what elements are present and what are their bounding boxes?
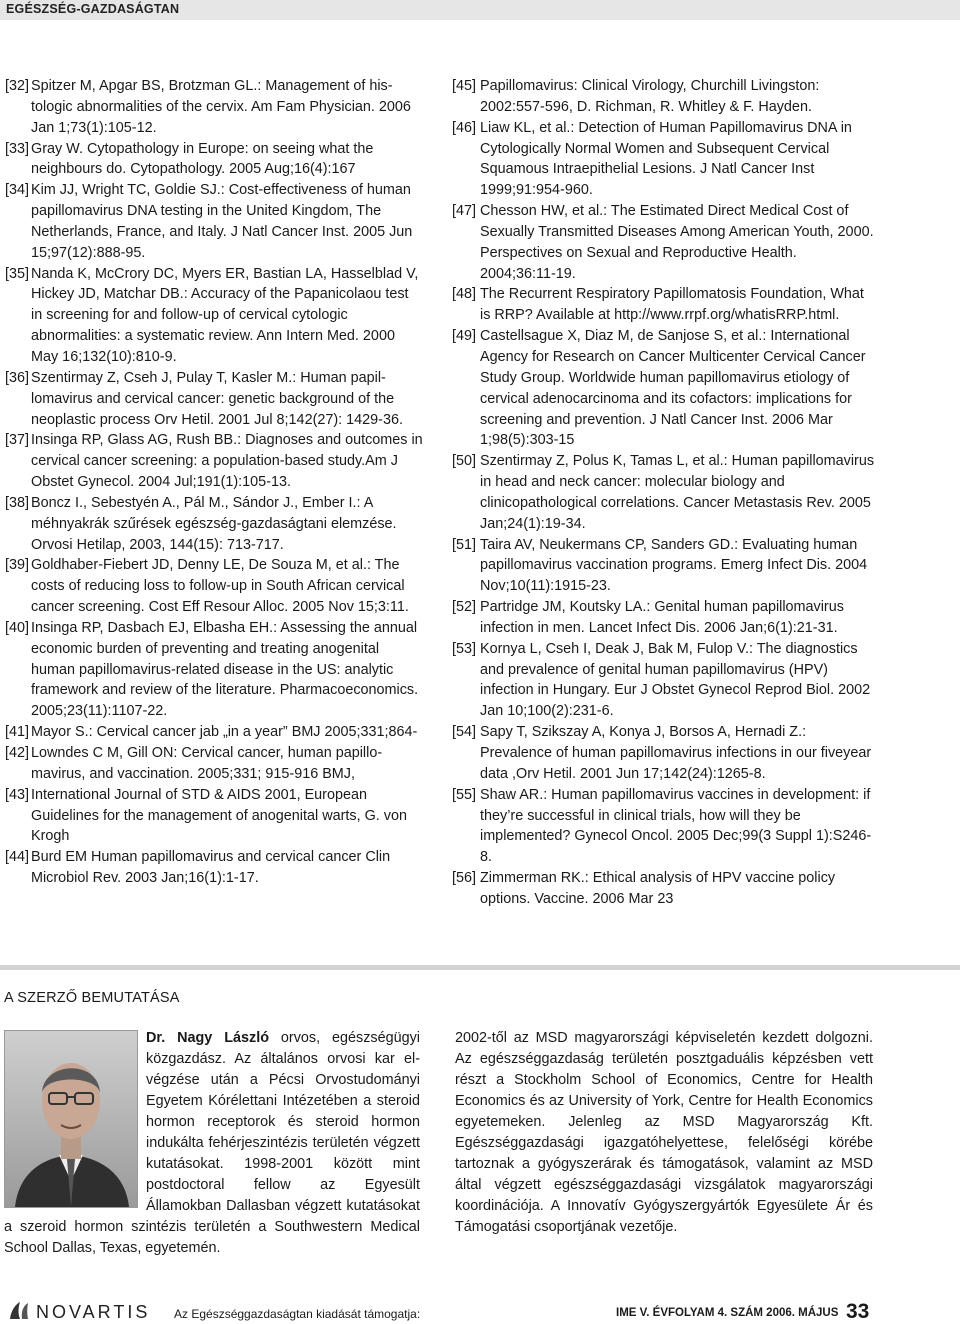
reference-item — [5, 430, 423, 493]
reference-item — [452, 451, 876, 534]
reference-number: [41] — [5, 724, 30, 741]
reference-text: Goldhaber-Fiebert JD, Denny LE, De Souza M, et al.: The costs of reducing loss to follow-up in South African cervical cancer screening. Cost Eff Resour Alloc. 2005 Nov 15;3:11. — [31, 557, 409, 616]
reference-item — [5, 368, 423, 431]
reference-number: [37] — [5, 432, 30, 449]
reference-number: [43] — [5, 786, 30, 803]
reference-text: Insinga RP, Glass AG, Rush BB.: Diagnoses and outcomes in cervical cancer screening: a population-based study.Am J Obstet Gynecol. 2004 Jul;191(1):105-13. — [31, 432, 423, 491]
reference-item — [452, 597, 876, 639]
reference-number: [42] — [5, 745, 30, 761]
reference-item — [452, 326, 876, 451]
reference-text: Burd EM Human papillomavirus and cervical cancer Clin Microbiol Rev. 2003 Jan;16(1):1-17. — [31, 849, 391, 887]
author-bio-left — [4, 1028, 420, 1259]
reference-item — [452, 201, 876, 284]
issue-info: IME V. ÉVFOLYAM 4. SZÁM 2006. MÁJUS — [616, 1307, 839, 1319]
reference-number: [52] — [452, 599, 477, 616]
reference-number: [44] — [5, 849, 30, 866]
reference-item — [5, 180, 423, 263]
reference-text: Sapy T, Szikszay A, Konya J, Borsos A, Hernadi Z.: Prevalence of human papillomavirus infections in our fiveyear data ,Orv Hetil. 2001 Jun 17;142(24):1265-8. — [480, 724, 872, 782]
reference-text: Papillomavirus: Clinical Virology, Churchill Livingston: 2002:557-596, D. Richman, R. Whitley & F. Hayden. — [480, 78, 820, 115]
reference-item — [5, 743, 423, 785]
reference-number: [49] — [452, 328, 477, 345]
reference-item — [452, 76, 876, 118]
author-section-title: A SZERZŐ BEMUTATÁSA — [4, 990, 180, 1006]
reference-item — [5, 618, 423, 722]
reference-text: Taira AV, Neukermans CP, Sanders GD.: Evaluating human papillomavirus vaccination programs. Emerg Infect Dis. 2004 Nov;10(11):1915-23. — [480, 536, 868, 595]
reference-number: [36] — [5, 369, 30, 386]
reference-item — [452, 785, 876, 868]
reference-number: [35] — [5, 265, 30, 282]
reference-list-left — [5, 76, 423, 889]
reference-text: Insinga RP, Dasbach EJ, Elbasha EH.: Assessing the annual economic burden of preventing and treating anogenital human papillomavirus-related disease in the US: analytic framework and review of the literature. Pharmacoeconomics. 2005;23(11):1107-22. — [31, 619, 419, 720]
reference-number: [55] — [452, 786, 477, 803]
reference-number: [50] — [452, 453, 477, 470]
reference-text: Mayor S.: Cervical cancer jab „in a year” BMJ 2005;331;864- — [31, 724, 418, 741]
reference-number: [54] — [452, 724, 477, 741]
reference-text: Lowndes C M, Gill ON: Cervical cancer, human papillomavirus, and vaccination. 2005;331; 915-916 BMJ, — [31, 745, 383, 782]
reference-item — [452, 868, 876, 910]
reference-item — [452, 118, 876, 201]
reference-number: [48] — [452, 286, 477, 303]
reference-number: [45] — [452, 78, 477, 94]
reference-text: Kim JJ, Wright TC, Goldie SJ.: Cost-effectiveness of human papillomavirus DNA testing in the United Kingdom, The Netherlands, France, and Italy. J Natl Cancer Inst. 2005 Jun 15;97(12):888-95. — [31, 182, 413, 261]
reference-text: Shaw AR.: Human papillomavirus vaccines in development: if they’re successful in clinical trials, how will they be implemented? Gynecol Oncol. 2005 Dec;99(3 Suppl 1):S246-8. — [480, 786, 872, 866]
reference-number: [33] — [5, 140, 30, 157]
reference-item — [452, 284, 876, 326]
reference-number: [51] — [452, 536, 477, 553]
reference-text: Spitzer M, Apgar BS, Brotzman GL.: Management of histologic abnormalities of the cervix. Am Fam Physician. 2006 Jan 1;73(1):105-12. — [31, 78, 411, 136]
reference-item — [452, 722, 876, 785]
section-header-title: EGÉSZSÉG-GAZDASÁGTAN — [6, 2, 180, 16]
author-name: Dr. Nagy László — [146, 1030, 269, 1046]
novartis-logo — [8, 1300, 168, 1322]
page-number: 33 — [846, 1300, 870, 1323]
reference-item — [5, 722, 423, 743]
reference-text: International Journal of STD & AIDS 2001, European Guidelines for the management of anogenital warts, G. von Krogh — [31, 786, 407, 845]
reference-item — [5, 76, 423, 139]
section-divider — [0, 965, 960, 970]
reference-text: Kornya L, Cseh I, Deak J, Bak M, Fulop V.: The diagnostics and prevalence of genital human papillomavirus (HPV) infection in Hungary. Eur J Obstet Gynecol Reprod Biol. 2002 Jan 10;100(2):231-6. — [480, 640, 871, 720]
reference-text: The Recurrent Respiratory Papillomatosis Foundation, What is RRP? Available at http://www.rrpf.org/whatisRRP.html. — [480, 286, 864, 324]
reference-number: [53] — [452, 640, 477, 657]
reference-text: Partridge JM, Koutsky LA.: Genital human papillomavirus infection in men. Lancet Infect Dis. 2006 Jan;6(1):21-31. — [480, 599, 844, 636]
reference-text: Szentirmay Z, Polus K, Tamas L, et al.: Human papillomavirus in head and neck cancer: molecular biology and clinicopathological correlations. Cancer Metastasis Rev. 2005 Jan;24(1):19-34. — [480, 453, 875, 532]
reference-text: Chesson HW, et al.: The Estimated Direct Medical Cost of Sexually Transmitted Diseases Among American Youth, 2000. Perspectives on Sexual and Reproductive Health. 2004;36:11-19. — [480, 203, 874, 282]
author-bio-right: 2002-től az MSD magyarországi képviseletén kezdett dolgozni. Az egészséggazdaság területén posztgaduális képzésben vett részt a Stockholm School of Economics, Centre for Health Economics és az University of York, Centre for Health Economics egyetemeken. Jelenleg az MSD Magyarország Kft. Egészséggazdasági igazgatóhelyettese, felelőségi körébe tartoznak a gyógyszerárak és támogatások, valamint az MSD által végzett egészséggazdasági vizsgálatok magyarországi koordinációja. A Innovatív Gyógyszergyártók Egyesülete Ár és Támogatási csoportjának vezetője. — [455, 1030, 873, 1235]
reference-item — [5, 493, 423, 556]
reference-number: [56] — [452, 870, 477, 887]
reference-number: [47] — [452, 203, 477, 220]
reference-number: [46] — [452, 119, 477, 136]
reference-number: [34] — [5, 182, 30, 199]
reference-number: [40] — [5, 619, 30, 636]
reference-item — [5, 555, 423, 618]
reference-text: Nanda K, McCrory DC, Myers ER, Bastian LA, Hasselblad V, Hickey JD, Matchar DB.: Accuracy of the Papanicolaou test in screening for and follow-up of cervical cytologic abnormalities: a systematic review. Ann Intern Med. 2000 May 16;132(10):810-9. — [31, 265, 419, 365]
author-bio-text: orvos, egészségügyi közgazdász. Az általános orvosi kar elvégzése után a Pécsi Orvostudományi Egyetem Kórélettani Intézetében a steroid hormon receptorok és steroid hormon indukálta fehérjeszintézis területén végzett kutatásokat. 1998-2001 között mint postdoctoral fellow az Egyesült Államokban Dallasban végzett kutatásokat a szeroid hormon szintézis területén a Southwestern Medical School Dallas, Texas, egyetemén. — [4, 1030, 420, 1256]
reference-text: Szentirmay Z, Cseh J, Pulay T, Kasler M.: Human papillomavirus and cervical cancer: genetic background of the neoplastic process Orv Hetil. 2001 Jul 8;142(27): 1429-36. — [31, 369, 403, 428]
reference-text: Boncz I., Sebestyén A., Pál M., Sándor J., Ember I.: A méhnyakrák szűrések egészség-gazdaságtani elemzése. Orvosi Hetilap, 2003, 144(15): 713-717. — [31, 494, 397, 553]
page-footer — [0, 1294, 960, 1324]
reference-item — [452, 535, 876, 598]
reference-text: Zimmerman RK.: Ethical analysis of HPV vaccine policy options. Vaccine. 2006 Mar 23 — [480, 870, 836, 907]
reference-item — [5, 847, 423, 889]
novartis-wordmark: NOVARTIS — [36, 1302, 151, 1322]
reference-item — [452, 639, 876, 722]
sponsor-text: Az Egészséggazdaságtan kiadását támogatja: — [174, 1307, 421, 1321]
reference-item — [5, 785, 423, 848]
reference-number: [38] — [5, 494, 30, 511]
reference-number: [39] — [5, 557, 30, 574]
reference-list-right — [452, 76, 876, 910]
reference-item — [5, 139, 423, 181]
reference-text: Castellsague X, Diaz M, de Sanjose S, et al.: International Agency for Research on Cancer Multicenter Cervical Cancer Study Group. Worldwide human papillomavirus etiology of cervical adenocarcinoma and its cofactors: implications for screening and prevention. J Natl Cancer Inst. 2006 Mar 1;98(5):303-15 — [480, 328, 866, 449]
reference-text: Gray W. Cytopathology in Europe: on seeing what the neighbours do. Cytopathology. 2005 Aug;16(4):167 — [31, 140, 374, 178]
reference-text: Liaw KL, et al.: Detection of Human Papillomavirus DNA in Cytologically Normal Women and Subsequent Cervical Squamous Intraepithelial Lesions. J Natl Cancer Inst 1999;91:954-960. — [480, 119, 852, 199]
reference-number: [32] — [5, 78, 30, 94]
running-header — [0, 0, 960, 20]
reference-item — [5, 264, 423, 368]
